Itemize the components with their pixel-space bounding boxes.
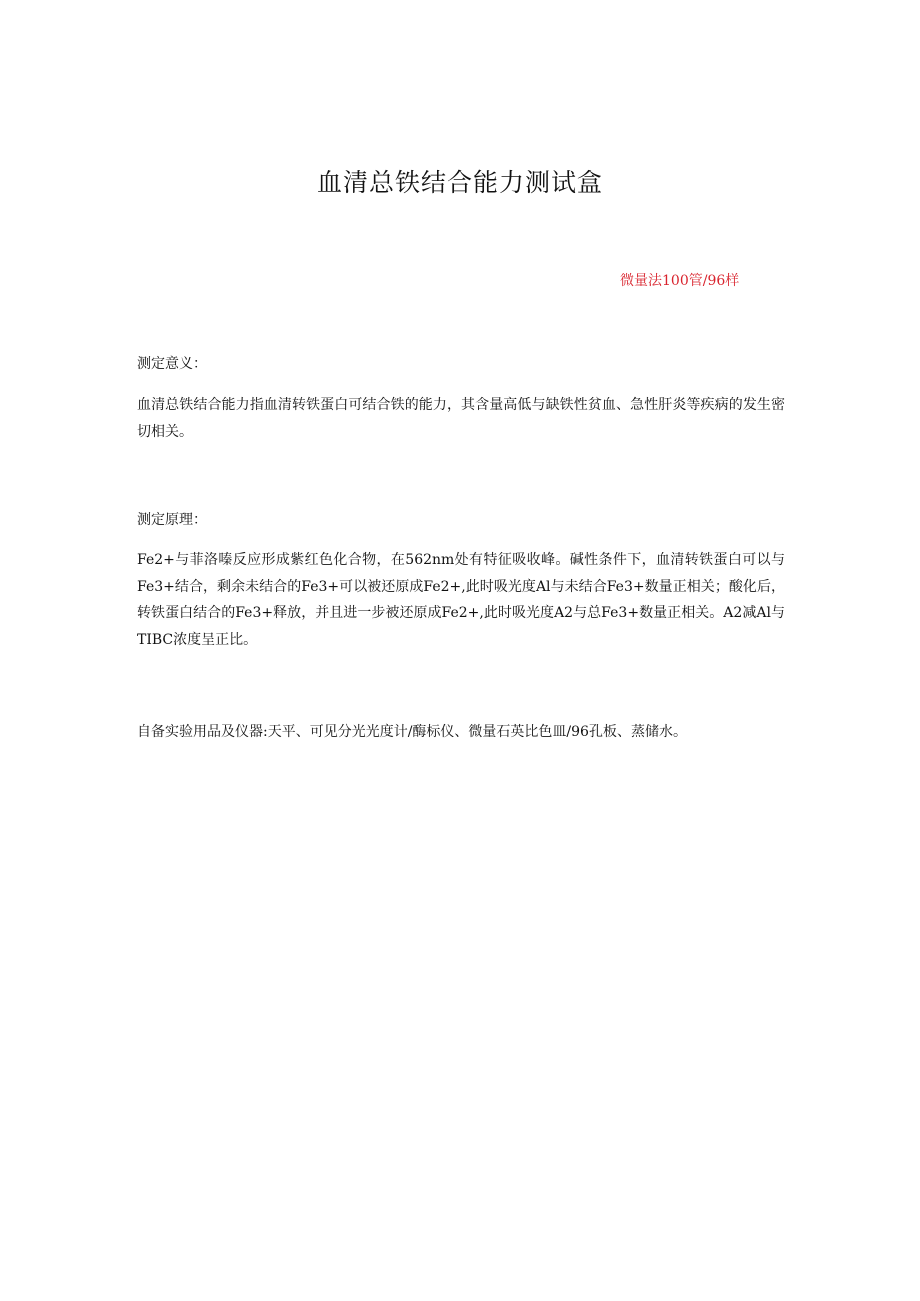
equipment-note: 自备实验用品及仪器:天平、可见分光光度计/酶标仪、微量石英比色皿/96孔板、蒸储水。: [137, 724, 687, 740]
section-body-principle: Fe2+与菲洛嗪反应形成紫红色化合物，在562nm处有特征吸收峰。碱性条件下，血清转铁蛋白可以与Fe3+结合，剩余未结合的Fe3+可以被还原成Fe2+,此时吸光度Al与未结合Fe3+数量正相关；酸化后，转铁蛋白结合的Fe3+释放，并且进一步被还原成Fe2+,此时吸光度A2与总Fe3+数量正相关。A2减Al与TIBC浓度呈正比。: [137, 552, 785, 648]
section-heading-principle: 测定原理：: [137, 512, 207, 528]
section-body-significance: 血清总铁结合能力指血清转铁蛋白可结合铁的能力，其含量高低与缺铁性贫血、急性肝炎等疾病的发生密切相关。: [137, 397, 785, 440]
page-title: 血清总铁结合能力测试盒: [316, 168, 603, 197]
kit-spec-subtitle: 微量法100管/96样: [620, 273, 740, 289]
section-heading-significance: 测定意义：: [137, 356, 207, 372]
